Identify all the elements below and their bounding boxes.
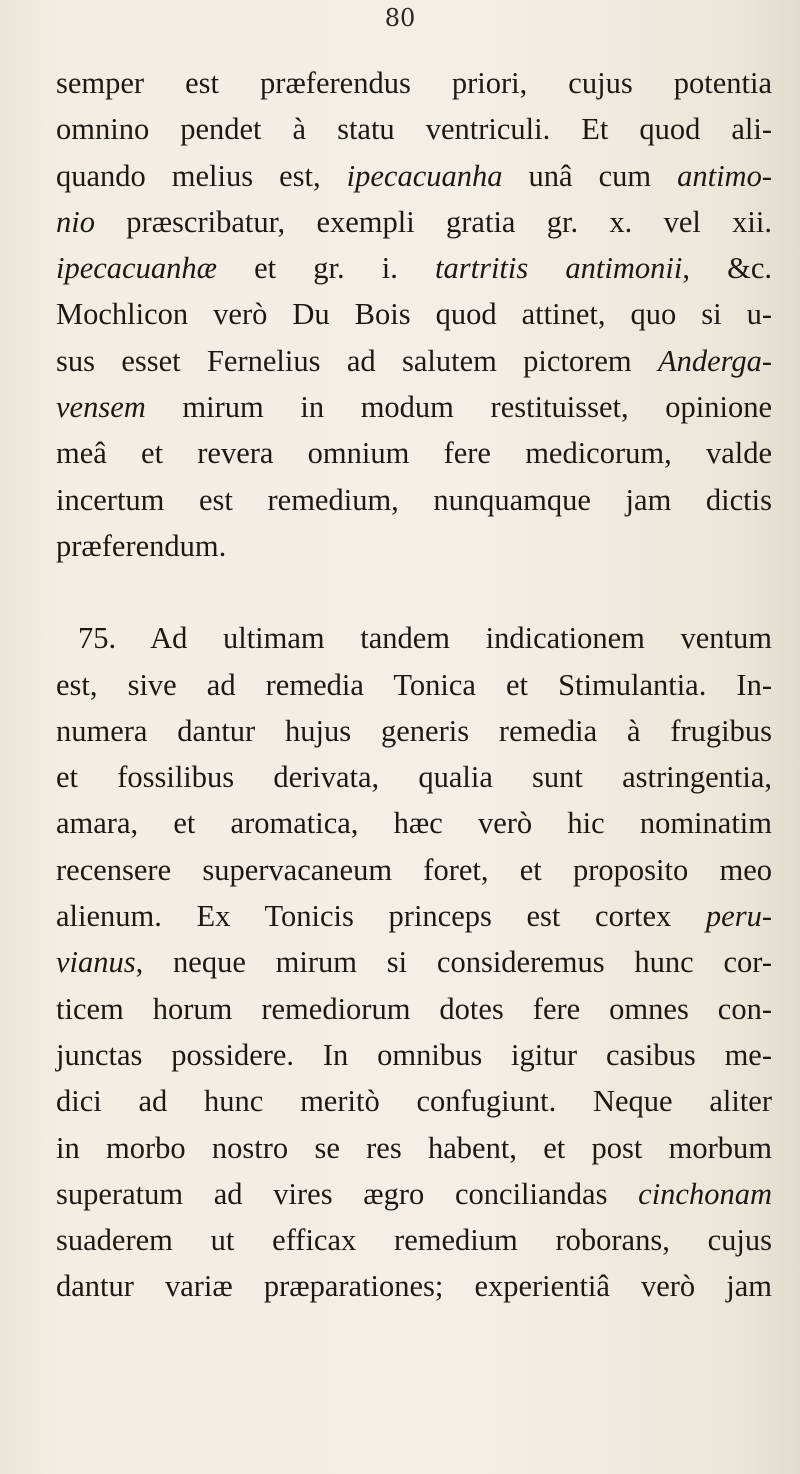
paragraph-2 [56, 615, 772, 1309]
text-line: omnino pendet à statu ventriculi. Et quod ali- [56, 112, 772, 147]
text-line: dantur variæ præparationes; experientiâ verò jam [56, 1269, 772, 1304]
text-line: semper est præferendus priori, cujus potentia [56, 66, 772, 100]
text-line: numera dantur hujus generis remedia à frugibus [56, 713, 772, 748]
italic-term: cinchonam [638, 1176, 772, 1211]
text-line: et fossilibus derivata, qualia sunt astringentia, [56, 760, 772, 795]
italic-term: antimo- [677, 158, 772, 193]
text-line: alienum. Ex Tonicis princeps est cortex peru- [56, 899, 772, 934]
italic-term: tartritis antimonii [435, 251, 683, 286]
text-line: 75. Ad ultimam tandem indicationem ventum [78, 621, 772, 656]
italic-term: ipecacuanha [346, 158, 503, 193]
italic-term: peru- [705, 899, 772, 934]
text-line: junctas possidere. In omnibus igitur casibus me- [56, 1037, 772, 1072]
body-text [56, 60, 772, 1310]
text-line: præferendum. [56, 528, 227, 563]
text-line: dici ad hunc meritò confugiunt. Neque aliter [56, 1084, 772, 1119]
text-line: amara, et aromatica, hæc verò hic nominatim [56, 806, 772, 841]
text-line: sus esset Fernelius ad salutem pictorem Anderga- [56, 343, 772, 378]
paragraph-gap [56, 569, 772, 615]
page-number: 80 [384, 4, 416, 32]
text-line: est, sive ad remedia Tonica et Stimulantia. In- [56, 667, 772, 702]
italic-term: vensem [56, 390, 146, 425]
text-line: Mochlicon verò Du Bois quod attinet, quo si u- [56, 297, 772, 332]
text-line: suaderem ut efficax remedium roborans, cujus [56, 1223, 772, 1258]
text-line: nio præscribatur, exempli gratia gr. x. vel xii. [56, 204, 772, 239]
text-line: in morbo nostro se res habent, et post morbum [56, 1130, 772, 1165]
text-line: recensere supervacaneum foret, et proposito meo [56, 852, 772, 887]
paragraph-1 [56, 60, 772, 569]
text-line: incertum est remedium, nunquamque jam dictis [56, 482, 772, 517]
text-line: ticem horum remediorum dotes fere omnes con- [56, 991, 772, 1026]
italic-term: Anderga- [657, 343, 772, 378]
text-line: vensem mirum in modum restituisset, opinione [56, 390, 772, 425]
italic-term: ipecacuanhæ [56, 251, 217, 286]
text-line: vianus, neque mirum si consideremus hunc cor- [56, 945, 772, 980]
italic-term: nio [56, 204, 95, 239]
text-line: quando melius est, ipecacuanha unâ cum antimo- [56, 158, 772, 193]
text-line: superatum ad vires ægro conciliandas cinchonam [56, 1176, 772, 1211]
italic-term: vianus [56, 945, 136, 980]
text-line: meâ et revera omnium fere medicorum, valde [56, 436, 772, 471]
text-line: ipecacuanhæ et gr. i. tartritis antimonii, &c. [56, 251, 772, 286]
